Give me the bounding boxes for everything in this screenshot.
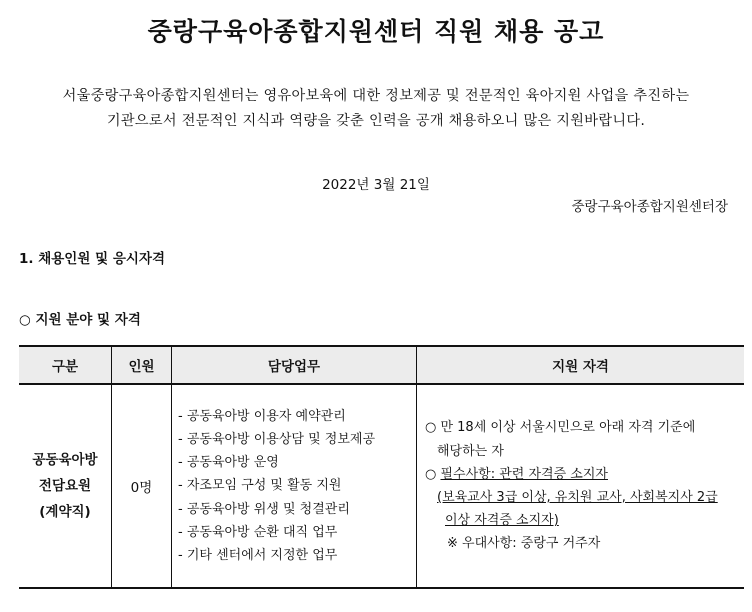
duty-item: - 공동육아방 이용자 예약관리 (178, 408, 346, 424)
bullet: ○ (425, 466, 441, 482)
category-line: 전담요원 (38, 478, 92, 494)
announcement-date: 2022년 3월 21일 (322, 177, 430, 193)
subsection-heading: ○ 지원 분야 및 자격 (19, 312, 141, 328)
required-label: 필수사항: 관련 자격증 소지자 (440, 466, 608, 482)
duty-item: - 공동육아방 이용상담 및 정보제공 (178, 431, 376, 447)
table-row (19, 384, 744, 588)
qualification-line: 해당하는 자 (437, 443, 504, 459)
qualification-line: ○ 만 18세 이상 서울시민으로 아래 자격 기준에 (425, 420, 696, 436)
duty-item: - 공동육아방 위생 및 청결관리 (178, 501, 350, 517)
qualification-required (425, 463, 744, 486)
preference-note: ※ 우대사항: 중랑구 거주자 (447, 536, 601, 552)
qualification-line: 이상 자격증 소지자) (445, 513, 559, 529)
count-cell: 0명 (112, 384, 172, 588)
category-line: 공동육아방 (32, 452, 98, 468)
recruitment-table (19, 345, 744, 589)
header-count: 인원 (112, 346, 172, 384)
intro-paragraph (0, 84, 752, 134)
issuer-name: 중랑구육아종합지원센터장 (571, 199, 728, 215)
duty-item: - 기타 센터에서 지정한 업무 (178, 548, 338, 563)
header-category: 구분 (19, 346, 112, 384)
section-heading: 1. 채용인원 및 응시자격 (19, 251, 165, 267)
category-cell (19, 384, 112, 588)
table-header-row (19, 346, 744, 384)
intro-line: 서울중랑구육아종합지원센터는 영유아보육에 대한 정보제공 및 전문적인 육아지원 사업을 추진하는 (62, 88, 690, 104)
duty-item: - 공동육아방 순환 대직 업무 (178, 524, 338, 540)
qualification-line: (보육교사 3급 이상, 유치원 교사, 사회복지사 2급 (437, 490, 718, 505)
page-title: 중랑구육아종합지원센터 직원 채용 공고 (147, 17, 605, 46)
header-duties: 담당업무 (172, 346, 417, 384)
qualifications-cell (417, 384, 745, 588)
header-qualifications: 지원 자격 (417, 346, 745, 384)
category-line: (계약직) (39, 504, 91, 520)
duty-item: - 공동육아방 운영 (178, 455, 279, 471)
intro-line: 기관으로서 전문적인 지식과 역량을 갖춘 인력을 공개 채용하오니 많은 지원바랍니다. (106, 113, 646, 129)
duties-cell (172, 384, 417, 588)
duty-item: - 자조모임 구성 및 활동 지원 (178, 478, 342, 494)
